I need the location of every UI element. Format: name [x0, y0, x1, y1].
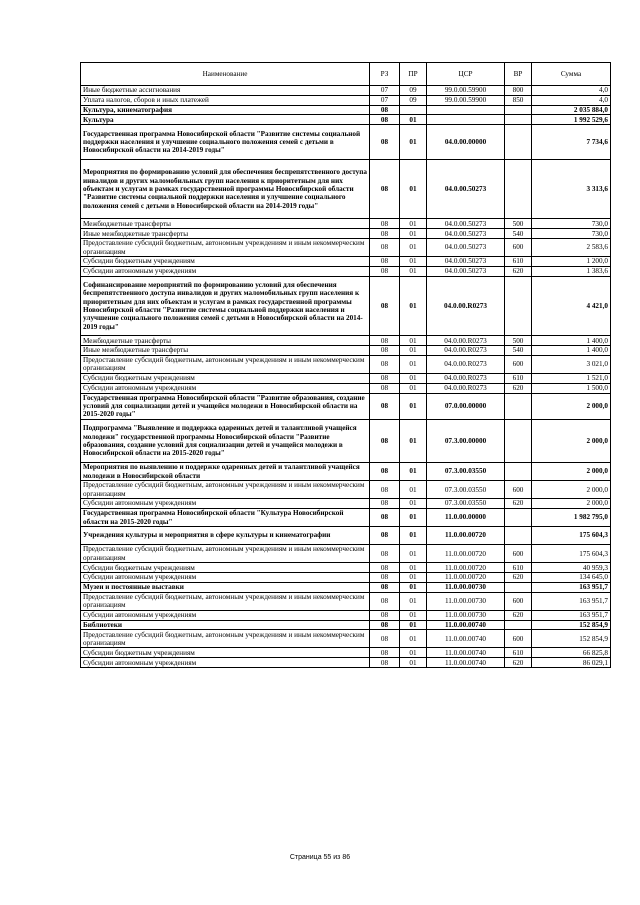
- cell-csr: [427, 105, 505, 115]
- table-row: [81, 239, 611, 257]
- cell-csr: 04.0.00.R0273: [427, 374, 505, 384]
- cell-sum: 134 645,0: [532, 573, 611, 583]
- table-row: [81, 115, 611, 125]
- cell-csr: 11.0.00.00720: [427, 563, 505, 573]
- header-rz: РЗ: [370, 63, 400, 86]
- cell-csr: 04.0.00.50273: [427, 219, 505, 229]
- cell-vr: [505, 620, 532, 630]
- cell-rz: 07: [370, 86, 400, 96]
- cell-pr: 01: [400, 219, 427, 229]
- cell-vr: 610: [505, 374, 532, 384]
- cell-pr: 01: [400, 115, 427, 125]
- cell-csr: 04.0.00.50273: [427, 159, 505, 219]
- table-row: [81, 582, 611, 592]
- cell-csr: 07.3.00.03550: [427, 499, 505, 509]
- cell-name: Субсидии бюджетным учреждениям: [81, 257, 370, 267]
- cell-csr: 11.0.00.00730: [427, 592, 505, 610]
- cell-sum: 2 000,0: [532, 393, 611, 419]
- cell-pr: [400, 105, 427, 115]
- cell-csr: 07.3.00.03550: [427, 481, 505, 499]
- table-row: [81, 276, 611, 336]
- cell-csr: 11.0.00.00000: [427, 509, 505, 527]
- table-row: [81, 573, 611, 583]
- header-name: Наименование: [81, 63, 370, 86]
- cell-rz: 08: [370, 545, 400, 563]
- cell-csr: 04.0.00.50273: [427, 229, 505, 239]
- cell-vr: 600: [505, 545, 532, 563]
- cell-rz: 08: [370, 239, 400, 257]
- cell-name: Субсидии автономным учреждениям: [81, 266, 370, 276]
- cell-sum: 1 400,0: [532, 346, 611, 356]
- cell-pr: 01: [400, 266, 427, 276]
- table-row: [81, 527, 611, 545]
- table-body: [81, 86, 611, 668]
- cell-pr: 01: [400, 159, 427, 219]
- cell-vr: 620: [505, 573, 532, 583]
- cell-name: Музеи и постоянные выставки: [81, 582, 370, 592]
- cell-name: Межбюджетные трансферты: [81, 219, 370, 229]
- cell-sum: 3 313,6: [532, 159, 611, 219]
- cell-csr: 11.0.00.00740: [427, 648, 505, 658]
- cell-sum: 2 000,0: [532, 499, 611, 509]
- cell-vr: 500: [505, 219, 532, 229]
- table-row: [81, 86, 611, 96]
- cell-vr: 600: [505, 630, 532, 648]
- cell-name: Субсидии автономным учреждениям: [81, 658, 370, 668]
- cell-csr: 11.0.00.00740: [427, 658, 505, 668]
- cell-pr: 01: [400, 509, 427, 527]
- cell-sum: 2 000,0: [532, 463, 611, 481]
- cell-name: Предоставление субсидий бюджетным, автономным учреждениям и иным некоммерческим организациям: [81, 630, 370, 648]
- page-footer: Страница 55 из 86: [289, 854, 351, 861]
- cell-rz: 08: [370, 257, 400, 267]
- cell-vr: [505, 159, 532, 219]
- table-row: [81, 481, 611, 499]
- cell-sum: 163 951,7: [532, 592, 611, 610]
- cell-rz: 08: [370, 159, 400, 219]
- cell-name: Предоставление субсидий бюджетным, автономным учреждениям и иным некоммерческим организациям: [81, 239, 370, 257]
- table-row: [81, 393, 611, 419]
- table-row: [81, 563, 611, 573]
- cell-name: Мероприятия по выявлению и поддержке одаренных детей и талантливой учащейся молодежи в Новосибирской области: [81, 463, 370, 481]
- cell-name: Культура, кинематография: [81, 105, 370, 115]
- cell-name: Иные бюджетные ассигнования: [81, 86, 370, 96]
- cell-csr: 04.0.00.R0273: [427, 355, 505, 373]
- table-row: [81, 463, 611, 481]
- table-row: [81, 420, 611, 463]
- cell-pr: 01: [400, 393, 427, 419]
- cell-vr: 610: [505, 563, 532, 573]
- cell-sum: 175 604,3: [532, 545, 611, 563]
- cell-vr: 610: [505, 648, 532, 658]
- cell-name: Субсидии автономным учреждениям: [81, 383, 370, 393]
- cell-rz: 08: [370, 276, 400, 336]
- cell-csr: [427, 115, 505, 125]
- cell-vr: 800: [505, 86, 532, 96]
- cell-rz: 08: [370, 592, 400, 610]
- cell-rz: 08: [370, 658, 400, 668]
- cell-vr: 540: [505, 229, 532, 239]
- cell-name: Учреждения культуры и мероприятия в сфере культуры и кинематографии: [81, 527, 370, 545]
- cell-sum: 163 951,7: [532, 610, 611, 620]
- cell-pr: 01: [400, 383, 427, 393]
- cell-sum: 1 500,0: [532, 383, 611, 393]
- cell-vr: 600: [505, 481, 532, 499]
- cell-name: Государственная программа Новосибирской области "Развитие образования, создание условий для социализации детей и учащейся молодежи в Новосибирской области на 2015-2020 годы": [81, 393, 370, 419]
- cell-rz: 08: [370, 582, 400, 592]
- cell-pr: 01: [400, 355, 427, 373]
- table-row: [81, 374, 611, 384]
- cell-vr: 620: [505, 499, 532, 509]
- cell-rz: 08: [370, 346, 400, 356]
- cell-sum: 4 421,0: [532, 276, 611, 336]
- cell-sum: 2 583,6: [532, 239, 611, 257]
- cell-sum: 2 000,0: [532, 481, 611, 499]
- cell-vr: 600: [505, 239, 532, 257]
- cell-name: Предоставление субсидий бюджетным, автономным учреждениям и иным некоммерческим организациям: [81, 592, 370, 610]
- table-row: [81, 219, 611, 229]
- cell-sum: 730,0: [532, 219, 611, 229]
- cell-rz: 08: [370, 648, 400, 658]
- cell-csr: 04.0.00.R0273: [427, 383, 505, 393]
- cell-pr: 01: [400, 481, 427, 499]
- cell-rz: 08: [370, 336, 400, 346]
- cell-pr: 01: [400, 336, 427, 346]
- table-row: [81, 346, 611, 356]
- table-row: [81, 266, 611, 276]
- cell-vr: 620: [505, 266, 532, 276]
- table-row: [81, 95, 611, 105]
- table-row: [81, 658, 611, 668]
- cell-pr: 01: [400, 499, 427, 509]
- cell-csr: 11.0.00.00730: [427, 582, 505, 592]
- cell-sum: 175 604,3: [532, 527, 611, 545]
- cell-rz: 08: [370, 573, 400, 583]
- cell-rz: 08: [370, 620, 400, 630]
- cell-rz: 08: [370, 383, 400, 393]
- cell-sum: 2 035 884,0: [532, 105, 611, 115]
- table-row: [81, 159, 611, 219]
- cell-vr: [505, 527, 532, 545]
- cell-name: Уплата налогов, сборов и иных платежей: [81, 95, 370, 105]
- cell-sum: 152 854,9: [532, 630, 611, 648]
- cell-name: Предоставление субсидий бюджетным, автономным учреждениям и иным некоммерческим организациям: [81, 355, 370, 373]
- cell-vr: 850: [505, 95, 532, 105]
- cell-csr: 07.0.00.00000: [427, 393, 505, 419]
- cell-sum: 1 400,0: [532, 336, 611, 346]
- cell-sum: 152 854,9: [532, 620, 611, 630]
- table-row: [81, 355, 611, 373]
- cell-vr: 620: [505, 658, 532, 668]
- cell-sum: 86 029,1: [532, 658, 611, 668]
- cell-sum: 4,0: [532, 95, 611, 105]
- table-row: [81, 610, 611, 620]
- header-csr: ЦСР: [427, 63, 505, 86]
- cell-name: Субсидии бюджетным учреждениям: [81, 563, 370, 573]
- cell-csr: 99.0.00.59900: [427, 95, 505, 105]
- cell-pr: 01: [400, 582, 427, 592]
- cell-name: Иные межбюджетные трансферты: [81, 229, 370, 239]
- cell-name: Субсидии автономным учреждениям: [81, 499, 370, 509]
- cell-pr: 01: [400, 276, 427, 336]
- cell-rz: 08: [370, 563, 400, 573]
- table-row: [81, 630, 611, 648]
- cell-pr: 01: [400, 463, 427, 481]
- cell-csr: 11.0.00.00740: [427, 620, 505, 630]
- cell-name: Государственная программа Новосибирской области "Культура Новосибирской области на 2015-2020 годы": [81, 509, 370, 527]
- cell-sum: 4,0: [532, 86, 611, 96]
- cell-name: Государственная программа Новосибирской области "Развитие системы социальной поддержки населения и улучшение социального положения семей с детьми в Новосибирской области на 2014-2019 годы": [81, 125, 370, 160]
- cell-vr: 620: [505, 383, 532, 393]
- cell-rz: 08: [370, 219, 400, 229]
- cell-rz: 08: [370, 229, 400, 239]
- cell-name: Субсидии автономным учреждениям: [81, 610, 370, 620]
- cell-vr: [505, 463, 532, 481]
- header-vr: ВР: [505, 63, 532, 86]
- cell-sum: 3 021,0: [532, 355, 611, 373]
- cell-pr: 01: [400, 648, 427, 658]
- cell-pr: 01: [400, 545, 427, 563]
- cell-csr: 04.0.00.R0273: [427, 276, 505, 336]
- cell-rz: 08: [370, 527, 400, 545]
- header-pr: ПР: [400, 63, 427, 86]
- cell-name: Межбюджетные трансферты: [81, 336, 370, 346]
- cell-sum: 40 959,3: [532, 563, 611, 573]
- cell-rz: 08: [370, 420, 400, 463]
- cell-csr: 11.0.00.00740: [427, 630, 505, 648]
- cell-rz: 08: [370, 374, 400, 384]
- cell-name: Библиотеки: [81, 620, 370, 630]
- table-row: [81, 620, 611, 630]
- cell-name: Культура: [81, 115, 370, 125]
- table-row: [81, 509, 611, 527]
- cell-pr: 01: [400, 527, 427, 545]
- cell-rz: 08: [370, 630, 400, 648]
- cell-rz: 08: [370, 115, 400, 125]
- cell-csr: 04.0.00.R0273: [427, 346, 505, 356]
- cell-csr: 11.0.00.00720: [427, 573, 505, 583]
- table-row: [81, 648, 611, 658]
- cell-rz: 07: [370, 95, 400, 105]
- cell-csr: 11.0.00.00720: [427, 527, 505, 545]
- cell-pr: 01: [400, 563, 427, 573]
- cell-name: Субсидии автономным учреждениям: [81, 573, 370, 583]
- cell-pr: 09: [400, 95, 427, 105]
- cell-pr: 01: [400, 620, 427, 630]
- table-row: [81, 229, 611, 239]
- table-row: [81, 336, 611, 346]
- cell-vr: [505, 393, 532, 419]
- cell-csr: 04.0.00.50273: [427, 266, 505, 276]
- cell-rz: 08: [370, 105, 400, 115]
- cell-vr: [505, 125, 532, 160]
- cell-vr: 610: [505, 257, 532, 267]
- cell-name: Субсидии бюджетным учреждениям: [81, 648, 370, 658]
- cell-rz: 08: [370, 509, 400, 527]
- cell-rz: 08: [370, 463, 400, 481]
- cell-csr: 04.0.00.00000: [427, 125, 505, 160]
- table-header-row: [81, 63, 611, 86]
- cell-pr: 01: [400, 374, 427, 384]
- cell-csr: 11.0.00.00730: [427, 610, 505, 620]
- budget-table: [80, 62, 611, 668]
- table-row: [81, 499, 611, 509]
- cell-pr: 01: [400, 592, 427, 610]
- cell-sum: 1 992 529,6: [532, 115, 611, 125]
- cell-pr: 01: [400, 630, 427, 648]
- cell-pr: 01: [400, 239, 427, 257]
- cell-vr: [505, 582, 532, 592]
- cell-csr: 04.0.00.R0273: [427, 336, 505, 346]
- cell-name: Предоставление субсидий бюджетным, автономным учреждениям и иным некоммерческим организациям: [81, 545, 370, 563]
- cell-pr: 01: [400, 420, 427, 463]
- cell-vr: [505, 509, 532, 527]
- cell-pr: 01: [400, 573, 427, 583]
- cell-sum: 730,0: [532, 229, 611, 239]
- cell-rz: 08: [370, 610, 400, 620]
- table-row: [81, 125, 611, 160]
- cell-vr: [505, 276, 532, 336]
- cell-name: Софинансирование мероприятий по формированию условий для обеспечения беспрепятственного доступа инвалидов и других маломобильных групп населения к приоритетным для них объектам и услугам в рамках государственной программы Новосибирской области "Развитие системы социальной поддержки населения и улучшение социального положения семей с детьми в Новосибирской области на 2014-2019 годы": [81, 276, 370, 336]
- cell-rz: 08: [370, 355, 400, 373]
- cell-pr: 01: [400, 346, 427, 356]
- cell-pr: 01: [400, 125, 427, 160]
- cell-rz: 08: [370, 125, 400, 160]
- cell-vr: [505, 105, 532, 115]
- cell-sum: 66 825,8: [532, 648, 611, 658]
- cell-csr: 07.3.00.00000: [427, 420, 505, 463]
- cell-sum: 1 982 795,0: [532, 509, 611, 527]
- cell-vr: 600: [505, 355, 532, 373]
- cell-pr: 01: [400, 658, 427, 668]
- cell-rz: 08: [370, 393, 400, 419]
- cell-pr: 01: [400, 610, 427, 620]
- cell-sum: 1 521,0: [532, 374, 611, 384]
- cell-pr: 09: [400, 86, 427, 96]
- cell-pr: 01: [400, 229, 427, 239]
- cell-vr: 500: [505, 336, 532, 346]
- cell-csr: 07.3.00.03550: [427, 463, 505, 481]
- cell-sum: 7 734,6: [532, 125, 611, 160]
- cell-name: Мероприятия по формированию условий для обеспечения беспрепятственного доступа инвалидов и других маломобильных групп населения к приоритетным для них объектам и услугам в рамках государственной программы Новосибирской области "Развитие системы социальной поддержки населения и улучшение социального положения семей с детьми в Новосибирской области на 2014-2019 годы": [81, 159, 370, 219]
- cell-csr: 11.0.00.00720: [427, 545, 505, 563]
- cell-csr: 04.0.00.50273: [427, 257, 505, 267]
- cell-sum: 1 383,6: [532, 266, 611, 276]
- cell-vr: [505, 420, 532, 463]
- cell-sum: 163 951,7: [532, 582, 611, 592]
- header-sum: Сумма: [532, 63, 611, 86]
- cell-csr: 04.0.00.50273: [427, 239, 505, 257]
- cell-vr: 540: [505, 346, 532, 356]
- table-row: [81, 105, 611, 115]
- cell-name: Предоставление субсидий бюджетным, автономным учреждениям и иным некоммерческим организациям: [81, 481, 370, 499]
- table-row: [81, 545, 611, 563]
- cell-rz: 08: [370, 266, 400, 276]
- cell-pr: 01: [400, 257, 427, 267]
- cell-vr: [505, 115, 532, 125]
- table-row: [81, 383, 611, 393]
- cell-rz: 08: [370, 499, 400, 509]
- cell-vr: 600: [505, 592, 532, 610]
- cell-sum: 1 200,0: [532, 257, 611, 267]
- cell-name: Иные межбюджетные трансферты: [81, 346, 370, 356]
- cell-name: Подпрограмма "Выявление и поддержка одаренных детей и талантливой учащейся молодежи" государственной программы Новосибирской области "Развитие образования, создание условий для социализации детей и учащейся молодежи в Новосибирской области на 2015-2020 годы": [81, 420, 370, 463]
- table-row: [81, 257, 611, 267]
- cell-vr: 620: [505, 610, 532, 620]
- table-row: [81, 592, 611, 610]
- cell-csr: 99.0.00.59900: [427, 86, 505, 96]
- cell-sum: 2 000,0: [532, 420, 611, 463]
- cell-rz: 08: [370, 481, 400, 499]
- cell-name: Субсидии бюджетным учреждениям: [81, 374, 370, 384]
